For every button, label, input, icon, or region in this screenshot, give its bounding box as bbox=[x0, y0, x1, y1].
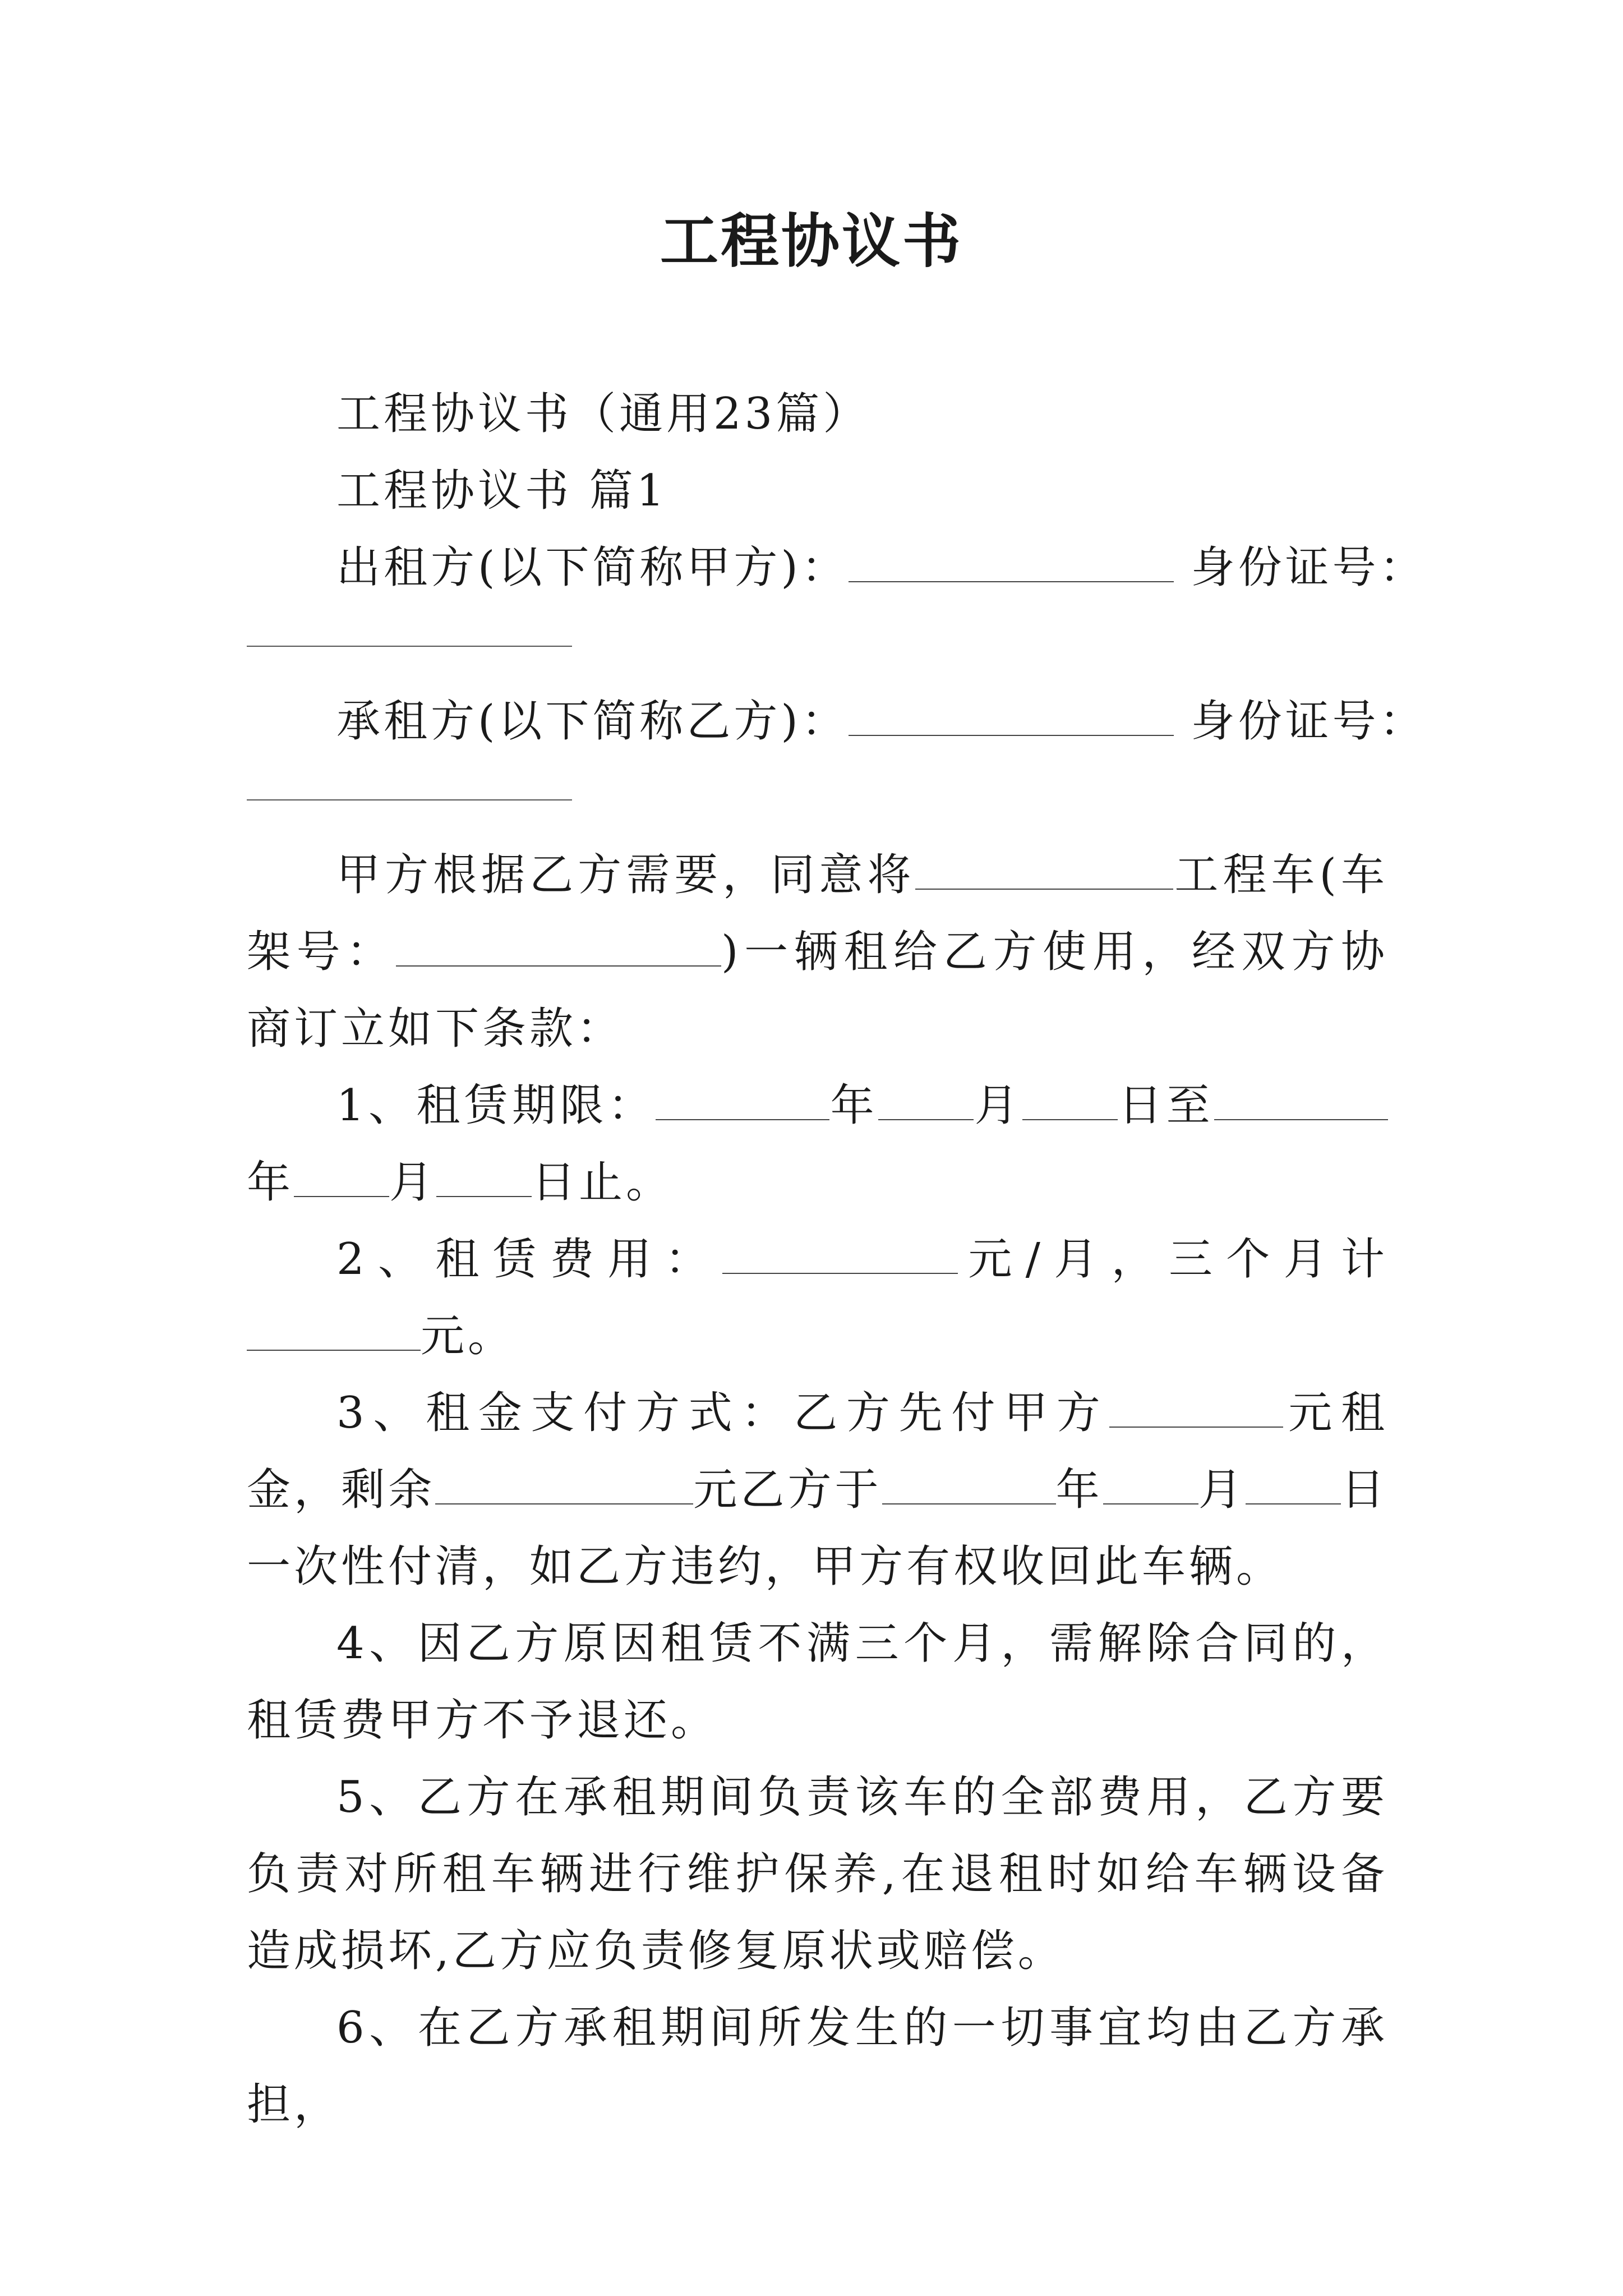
clause-1-f: 月 bbox=[389, 1157, 437, 1208]
clause-1-c: 月 bbox=[974, 1080, 1022, 1131]
lessee-id-label: 身份证号： bbox=[1173, 696, 1427, 747]
total-fee-blank bbox=[247, 1349, 421, 1351]
section-heading: 工程协议书 篇1 bbox=[336, 466, 668, 516]
clause-1-e: 年 bbox=[247, 1157, 294, 1208]
clause-3-f: 日一次性付清，如乙方违约，甲方有权收回此车辆。 bbox=[247, 1465, 1388, 1592]
end-day-blank bbox=[436, 1195, 532, 1197]
intro-text-a: 甲方根据乙方需要，同意将 bbox=[336, 850, 916, 900]
lessor-id-label: 身份证号： bbox=[1173, 542, 1427, 593]
monthly-fee-blank bbox=[722, 1272, 958, 1274]
agreement-intro bbox=[247, 837, 1388, 1068]
clause-2-c: 元。 bbox=[421, 1311, 515, 1361]
lessee-id-blank-row bbox=[247, 760, 1388, 837]
clause-4: 4、因乙方原因租赁不满三个月，需解除合同的，租赁费甲方不予退还。 bbox=[247, 1618, 1388, 1746]
clause-2-b: 元/月，三个月计 bbox=[958, 1234, 1388, 1285]
clause-3-b: 元租金，剩余 bbox=[247, 1388, 1388, 1515]
lessee-name-blank bbox=[849, 734, 1174, 736]
subtitle: 工程协议书（通用23篇） bbox=[336, 389, 870, 439]
clause-1-b: 年 bbox=[829, 1080, 879, 1131]
frame-number-blank bbox=[396, 965, 721, 967]
remaining-rent-blank bbox=[435, 1503, 693, 1504]
lessor-label: 出租方(以下简称甲方)： bbox=[336, 542, 849, 593]
lessor-id-blank bbox=[247, 646, 572, 647]
clause-3 bbox=[247, 1375, 1388, 1605]
clause-1 bbox=[247, 1068, 1388, 1221]
clause-3-a: 3、租金支付方式：乙方先付甲方 bbox=[336, 1388, 1109, 1438]
pay-day-blank bbox=[1246, 1503, 1341, 1504]
clause-2 bbox=[247, 1221, 1388, 1375]
clause-6: 6、在乙方承租期间所发生的一切事宜均由乙方承担， bbox=[247, 2003, 1388, 2130]
page-title: 工程协议书 bbox=[660, 207, 963, 275]
lessee-line bbox=[247, 683, 1427, 760]
start-month-blank bbox=[878, 1119, 974, 1120]
clause-3-c: 元乙方于 bbox=[693, 1465, 882, 1515]
intro-text-b: 工程车(车架号： bbox=[247, 850, 1388, 977]
pay-month-blank bbox=[1103, 1503, 1198, 1504]
clause-3-d: 年 bbox=[1055, 1465, 1103, 1515]
lessee-id-blank bbox=[247, 799, 572, 800]
clause-5: 5、乙方在承租期间负责该车的全部费用，乙方要负责对所租车辆进行维护保养,在退租时如给车辆设备造成损坏,乙方应负责修复原状或赔偿。 bbox=[247, 1772, 1388, 1976]
clause-1-d: 日至 bbox=[1117, 1080, 1214, 1131]
start-day-blank bbox=[1022, 1119, 1118, 1120]
end-month-blank bbox=[294, 1195, 389, 1197]
clause-3-e: 月 bbox=[1198, 1465, 1246, 1515]
clause-1-a: 1、租赁期限： bbox=[336, 1080, 656, 1131]
clause-1-g: 日止。 bbox=[532, 1157, 674, 1208]
lessee-label: 承租方(以下简称乙方)： bbox=[336, 696, 849, 747]
lessor-name-blank bbox=[849, 581, 1174, 582]
pay-year-blank bbox=[882, 1503, 1056, 1504]
start-year-blank bbox=[656, 1119, 829, 1120]
clause-2-a: 2、租赁费用： bbox=[336, 1234, 722, 1285]
lessor-id-blank-row bbox=[247, 606, 1388, 683]
lessor-line bbox=[247, 530, 1427, 606]
intro-text-c: )一辆租给乙方使用，经双方协商订立如下条款： bbox=[247, 927, 1388, 1054]
end-year-blank bbox=[1214, 1119, 1388, 1120]
prepaid-rent-blank bbox=[1109, 1426, 1283, 1428]
vehicle-type-blank bbox=[915, 888, 1173, 890]
document-body bbox=[247, 376, 1427, 2143]
